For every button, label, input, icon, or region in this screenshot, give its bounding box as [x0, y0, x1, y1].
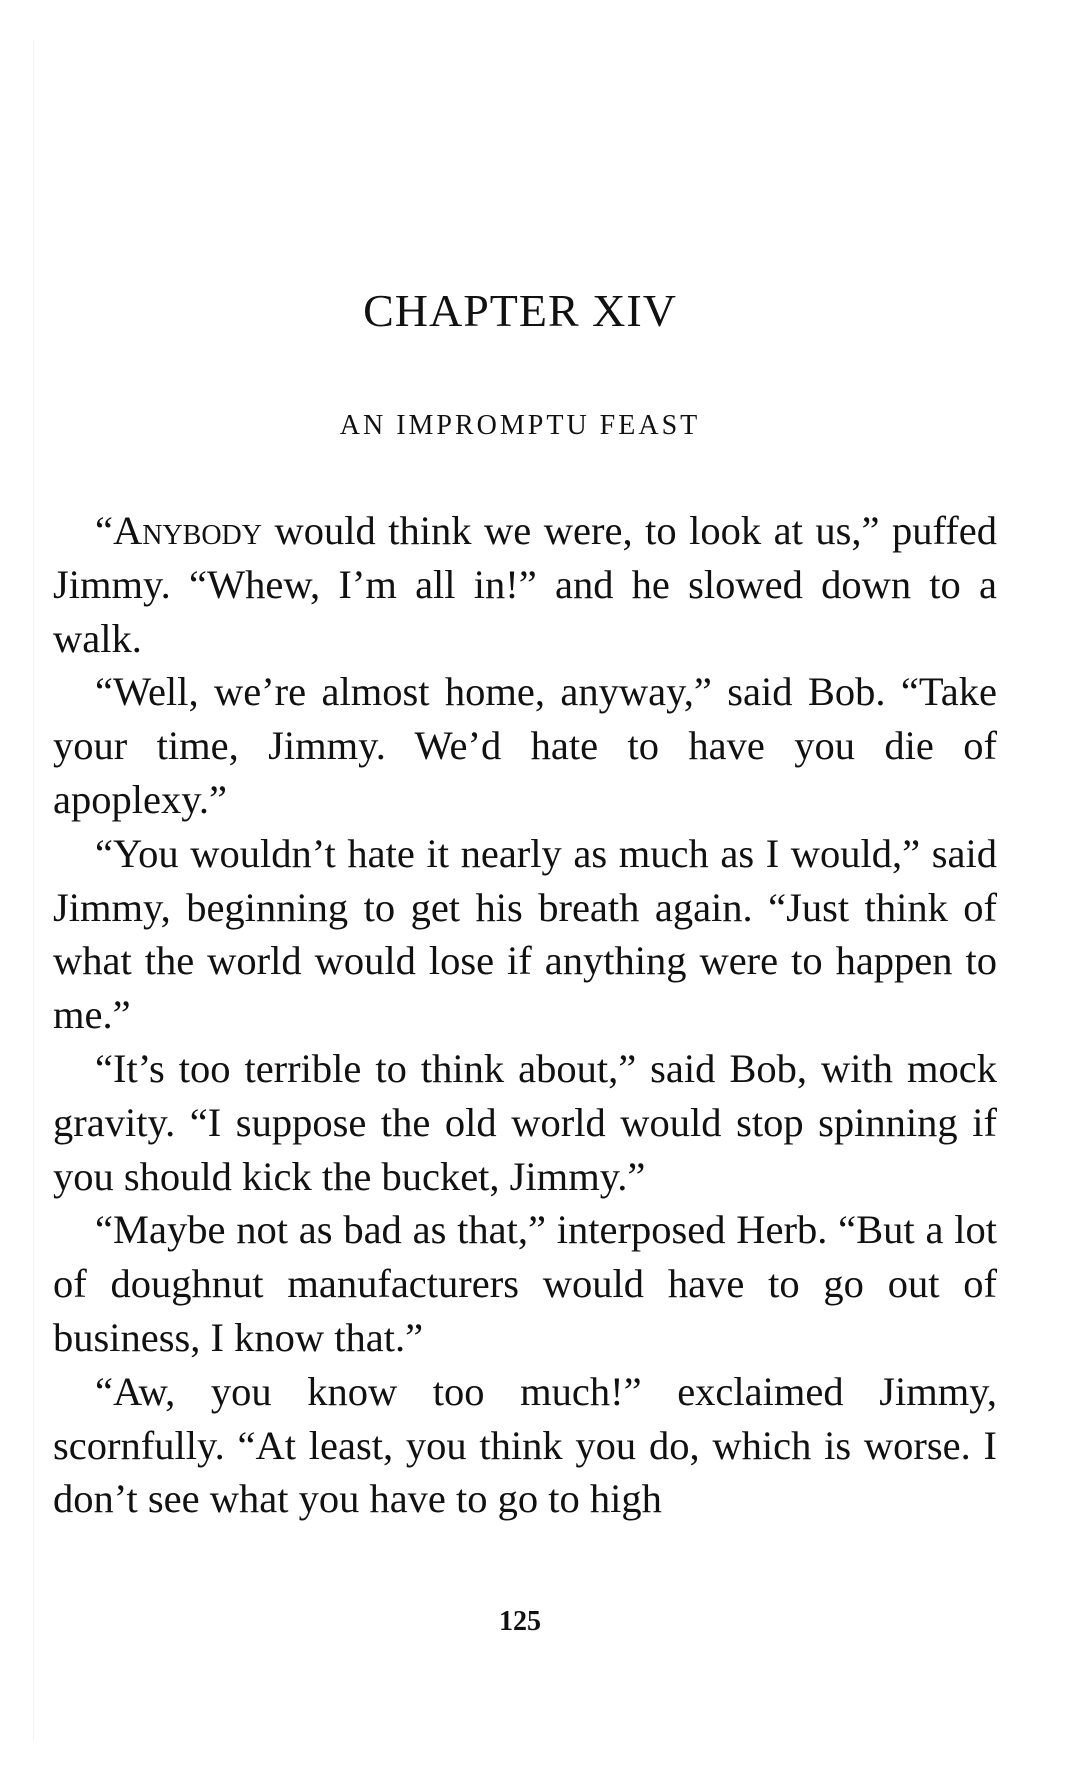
paragraph: [53, 827, 997, 1042]
paragraph: [53, 1042, 997, 1203]
paragraph: [53, 1365, 997, 1526]
chapter-body: [53, 504, 997, 1526]
paragraph-lead-word: “Anybody: [95, 508, 263, 553]
paragraph-text: would think we were, to look at us,” puffed Jimmy. “Whew, I’m all in!” and he slowed down to a walk.: [53, 508, 997, 661]
page-number: 125: [499, 1606, 541, 1637]
paragraph-text: “It’s too terrible to think about,” said Bob, with mock gravity. “I suppose the old world would stop spinning if you should kick the bucket, Jimmy.”: [53, 1045, 997, 1199]
paragraph-text: “Aw, you know too much!” exclaimed Jimmy, scornfully. “At least, you think you do, which is worse. I don’t see what you have to go to high: [53, 1368, 997, 1522]
paragraph-text: “Well, we’re almost home, anyway,” said Bob. “Take your time, Jimmy. We’d hate to have you die of apoplexy.”: [53, 669, 997, 822]
paragraph-text: “You wouldn’t hate it nearly as much as I would,” said Jimmy, beginning to get his breath again. “Just think of what the world would lose if anything were to happen to me.”: [53, 830, 997, 1038]
paragraph: [53, 665, 997, 826]
paragraph: [53, 1203, 997, 1364]
paragraph-text: “Maybe not as bad as that,” interposed Herb. “But a lot of doughnut manufacturers would have to go out of business, I know that.”: [53, 1207, 997, 1360]
chapter-title: CHAPTER XIV: [363, 285, 677, 336]
paragraph: [53, 504, 997, 665]
chapter-subtitle: AN IMPROMPTU FEAST: [339, 410, 701, 441]
